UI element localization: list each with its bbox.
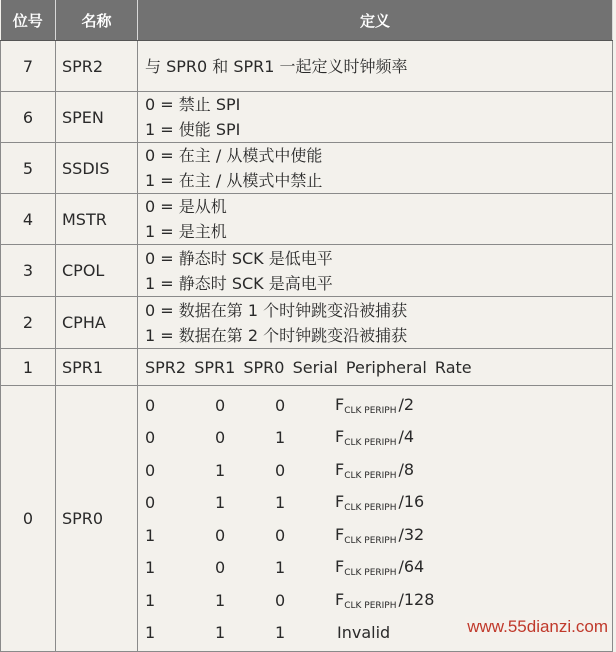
- definition-line: SPR2 SPR1 SPR0 Serial Peripheral Rate: [145, 357, 472, 377]
- spr2-value: 0: [145, 428, 156, 448]
- spr0-value: 0: [275, 460, 286, 480]
- rate-prefix: F: [335, 492, 345, 512]
- table-row: [1, 245, 613, 297]
- rate-value: [335, 623, 390, 642]
- rate-row: [145, 552, 612, 585]
- definition-line: 0 = 在主 / 从模式中使能: [145, 146, 323, 165]
- rate-row: [145, 422, 612, 455]
- name-cell: SPR1: [56, 349, 138, 386]
- spr0-value: 0: [275, 395, 286, 415]
- spr2-value: 1: [145, 623, 156, 643]
- definition-line: 1 = 是主机: [145, 222, 227, 241]
- table-row: [1, 92, 613, 143]
- rate-prefix: F: [335, 557, 345, 577]
- spr0-value: 1: [275, 493, 286, 513]
- spr0-value: 0: [275, 525, 286, 545]
- rate-row: [145, 454, 612, 487]
- rate-divisor: /128: [398, 589, 435, 609]
- rate-value: [335, 460, 414, 481]
- name-cell: SPEN: [56, 92, 138, 143]
- rate-value: [335, 395, 414, 416]
- rate-subscript: CLK PERIPH: [344, 470, 397, 481]
- definition-line: 与 SPR0 和 SPR1 一起定义时钟频率: [145, 56, 408, 76]
- spr1-value: 0: [215, 558, 226, 578]
- spr1-value: 0: [215, 395, 226, 415]
- definition-line: 0 = 静态时 SCK 是低电平: [145, 248, 333, 268]
- name-cell: SPR2: [56, 41, 138, 92]
- definition-cell: [138, 245, 613, 297]
- rate-grid: [145, 386, 612, 649]
- bit-cell: 6: [1, 92, 56, 143]
- rate-divisor: Invalid: [337, 623, 391, 643]
- bit-cell: 2: [1, 297, 56, 349]
- definition-cell: [138, 41, 613, 92]
- header-row: [1, 0, 613, 41]
- bit-cell: 7: [1, 41, 56, 92]
- spr2-value: 0: [145, 493, 156, 513]
- rate-value: [335, 590, 434, 611]
- spr2-value: 1: [145, 590, 156, 610]
- spr1-value: 0: [215, 428, 226, 448]
- spr0-value: 0: [275, 590, 286, 610]
- rate-divisor: /64: [398, 557, 425, 577]
- rate-subscript: CLK PERIPH: [344, 438, 397, 449]
- rate-divisor: /2: [398, 394, 415, 414]
- spr1-value: 1: [215, 623, 226, 643]
- definition-line: 1 = 静态时 SCK 是高电平: [145, 273, 333, 293]
- rate-value: [335, 427, 414, 448]
- definition-line: 1 = 数据在第 2 个时钟跳变沿被捕获: [145, 325, 408, 345]
- rate-row: [145, 487, 612, 520]
- rate-value: [335, 492, 424, 513]
- rate-row: [145, 584, 612, 617]
- spr1-value: 0: [215, 525, 226, 545]
- rate-prefix: F: [335, 459, 345, 479]
- name-cell: CPOL: [56, 245, 138, 297]
- spr2-value: 1: [145, 558, 156, 578]
- rate-table-cell: [138, 386, 613, 652]
- spr2-value: 0: [145, 460, 156, 480]
- watermark: www.55dianzi.com: [467, 617, 608, 636]
- spr1-value: 1: [215, 460, 226, 480]
- rate-divisor: /4: [398, 427, 415, 447]
- spr0-value: 1: [275, 558, 286, 578]
- definition-cell: [138, 297, 613, 349]
- spr1-value: 1: [215, 590, 226, 610]
- definition-line: 0 = 禁止 SPI: [145, 95, 241, 114]
- rate-row: [145, 389, 612, 422]
- name-cell: CPHA: [56, 297, 138, 349]
- definition-line: 1 = 在主 / 从模式中禁止: [145, 171, 323, 190]
- rate-subscript: CLK PERIPH: [344, 535, 397, 546]
- rate-value: [335, 525, 424, 546]
- bit-cell: 3: [1, 245, 56, 297]
- header-bit: 位号: [1, 0, 56, 41]
- definition-cell: [138, 92, 613, 143]
- bit-cell: 1: [1, 349, 56, 386]
- rate-value: [335, 557, 424, 578]
- rate-subscript: CLK PERIPH: [344, 568, 397, 579]
- rate-subscript: CLK PERIPH: [344, 600, 397, 611]
- header-definition: 定义: [138, 0, 613, 41]
- definition-line: 0 = 是从机: [145, 197, 227, 216]
- name-cell: SPR0: [56, 386, 138, 652]
- rate-subscript: CLK PERIPH: [344, 405, 397, 416]
- rate-prefix: F: [335, 589, 345, 609]
- spr0-row: [1, 386, 613, 652]
- definition-line: 0 = 数据在第 1 个时钟跳变沿被捕获: [145, 300, 408, 320]
- spr2-value: 1: [145, 525, 156, 545]
- definition-cell: [138, 143, 613, 194]
- spr0-value: 1: [275, 623, 286, 643]
- rate-row: [145, 519, 612, 552]
- name-cell: SSDIS: [56, 143, 138, 194]
- rate-prefix: F: [335, 427, 345, 447]
- table-row: [1, 194, 613, 245]
- definition-cell: [138, 349, 613, 386]
- rate-subscript: CLK PERIPH: [344, 503, 397, 514]
- spr0-value: 1: [275, 428, 286, 448]
- header-name: 名称: [56, 0, 138, 41]
- bit-cell: 0: [1, 386, 56, 652]
- table-row: [1, 349, 613, 386]
- rate-divisor: /16: [398, 492, 425, 512]
- bit-cell: 5: [1, 143, 56, 194]
- rate-prefix: F: [335, 524, 345, 544]
- rate-divisor: /32: [398, 524, 425, 544]
- bit-cell: 4: [1, 194, 56, 245]
- definition-line: 1 = 使能 SPI: [145, 120, 241, 139]
- table-row: [1, 41, 613, 92]
- definition-cell: [138, 194, 613, 245]
- spr1-value: 1: [215, 493, 226, 513]
- rate-prefix: F: [335, 394, 345, 414]
- table-row: [1, 297, 613, 349]
- rate-divisor: /8: [398, 459, 415, 479]
- table-row: [1, 143, 613, 194]
- name-cell: MSTR: [56, 194, 138, 245]
- spr2-value: 0: [145, 395, 156, 415]
